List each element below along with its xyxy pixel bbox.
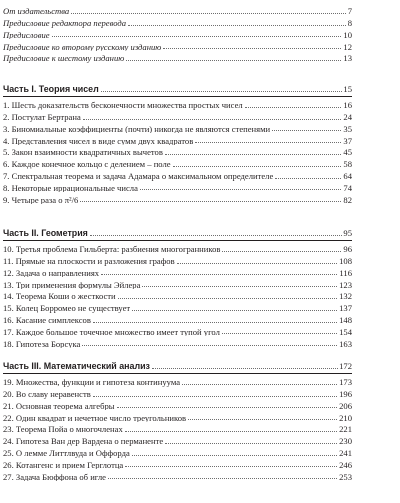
entry-title: 16. Касание симплексов	[3, 314, 91, 325]
toc-entry[interactable]	[3, 399, 352, 411]
entry-page: 163	[339, 338, 352, 349]
entry-page: 123	[339, 279, 352, 290]
toc-entry[interactable]	[3, 446, 352, 458]
dot-leader	[117, 407, 338, 408]
dot-leader	[132, 455, 337, 456]
entry-page: 246	[339, 459, 352, 470]
entry-title: 20. Во славу неравенств	[3, 389, 91, 399]
dot-leader	[71, 13, 346, 14]
part-title: Часть III. Математический анализ	[3, 360, 150, 371]
entry-page: 137	[339, 303, 352, 313]
dot-leader	[82, 345, 337, 346]
dot-leader	[90, 235, 343, 236]
entry-title: 8. Некоторые иррациональные числа	[3, 182, 138, 193]
part-heading[interactable]	[3, 224, 352, 238]
entry-page: 253	[339, 471, 352, 482]
entry-page: 45	[343, 147, 352, 157]
entry-page: 196	[339, 389, 352, 399]
entry-title: 12. Задача о направлениях	[3, 267, 100, 278]
entry-title: 9. Четыре раза о π²/6	[3, 194, 79, 205]
part-heading[interactable]	[3, 357, 352, 371]
dot-leader	[93, 396, 337, 397]
toc-entry[interactable]	[3, 277, 352, 289]
entry-page: 12	[343, 41, 352, 52]
dot-leader	[195, 142, 341, 143]
entry-page: 210	[339, 412, 352, 423]
entry-page: 241	[339, 447, 352, 458]
toc-entry[interactable]	[3, 387, 352, 399]
entry-page: 74	[343, 182, 352, 193]
entry-title: 4. Представления чисел в виде сумм двух квадратов	[3, 135, 194, 146]
entry-page: 8	[347, 18, 352, 28]
toc-entry[interactable]	[3, 181, 352, 193]
entry-page: 173	[339, 377, 352, 387]
dot-leader	[173, 166, 342, 167]
entry-page: 108	[339, 256, 352, 266]
entry-title: 10. Третья проблема Гильберта: разбиения многогранников	[3, 244, 221, 254]
entry-title: 15. Колец Борромео не существует	[3, 303, 131, 313]
dot-leader	[93, 322, 337, 323]
entry-page: 37	[343, 135, 352, 146]
toc-entry[interactable]	[3, 4, 352, 16]
toc-entry[interactable]	[3, 469, 352, 481]
entry-title: Предисловие	[3, 29, 50, 40]
entry-title: 21. Основная теорема алгебры	[3, 400, 115, 411]
dot-leader	[222, 251, 341, 252]
entry-page: 116	[339, 267, 352, 278]
entry-page: 154	[339, 326, 352, 337]
toc-entry[interactable]	[3, 110, 352, 122]
entry-title: 14. Теорема Коши о жесткости	[3, 291, 116, 301]
part-section	[3, 357, 352, 481]
toc-entry[interactable]	[3, 133, 352, 145]
entry-title: 7. Спектральная теорема и задача Адамара о максимальном определителе	[3, 170, 274, 181]
entry-page: 206	[339, 400, 352, 411]
entry-title: Предисловие ко второму русскому изданию	[3, 41, 162, 52]
dot-leader	[275, 178, 341, 179]
entry-page: 16	[343, 100, 352, 110]
dot-leader	[125, 466, 337, 467]
dot-leader	[163, 48, 341, 49]
entry-title: 1. Шесть доказательств бесконечности множества простых чисел	[3, 100, 243, 110]
part-heading[interactable]	[3, 80, 352, 94]
dot-leader	[101, 91, 343, 92]
entry-title: 19. Множества, функции и гипотеза континуума	[3, 377, 181, 387]
toc-entry[interactable]	[3, 28, 352, 40]
part-section	[3, 224, 352, 348]
dot-leader	[140, 189, 342, 190]
entry-page: 132	[339, 291, 352, 301]
toc-entry[interactable]	[3, 266, 352, 278]
dot-leader	[126, 60, 341, 61]
entry-page: 7	[347, 6, 352, 16]
dot-leader	[118, 298, 337, 299]
toc-entry[interactable]	[3, 325, 352, 337]
part-page: 172	[339, 360, 352, 371]
dot-leader	[152, 368, 338, 369]
toc-entry[interactable]	[3, 289, 352, 301]
entry-title: Предисловие редактора перевода	[3, 18, 127, 28]
entry-title: 18. Гипотеза Борсука	[3, 338, 81, 349]
dot-leader	[165, 443, 337, 444]
dot-leader	[101, 274, 337, 275]
entry-page: 230	[339, 436, 352, 446]
dot-leader	[272, 130, 341, 131]
dot-leader	[177, 263, 337, 264]
toc-entry[interactable]	[3, 122, 352, 134]
dot-leader	[80, 201, 341, 202]
toc-entry[interactable]	[3, 16, 352, 28]
toc-entry[interactable]	[3, 254, 352, 266]
toc-entry[interactable]	[3, 336, 352, 348]
entry-title: 25. О лемме Литтлвуда и Оффорда	[3, 447, 130, 458]
toc-entry[interactable]	[3, 145, 352, 157]
toc-entry[interactable]	[3, 410, 352, 422]
entry-title: 22. Один квадрат и нечетное число треугольников	[3, 412, 187, 423]
toc-entry[interactable]	[3, 169, 352, 181]
dot-leader	[222, 333, 337, 334]
dot-leader	[108, 478, 337, 479]
part-page: 95	[343, 227, 352, 238]
dot-leader	[188, 419, 337, 420]
entry-page: 35	[343, 123, 352, 134]
part-rule	[3, 240, 352, 241]
entry-title: 17. Каждое большое точечное множество имеет тупой угол	[3, 326, 220, 337]
dot-leader	[142, 286, 337, 287]
dot-leader	[83, 119, 342, 120]
entry-page: 96	[343, 244, 352, 254]
entry-title: 26. Котангенс и прием Герглотца	[3, 459, 124, 470]
entry-title: 6. Каждое конечное кольцо с делением – поле	[3, 159, 171, 169]
entry-page: 10	[343, 29, 352, 40]
entry-title: 11. Прямые на плоскости и разложения графов	[3, 256, 175, 266]
front-matter-list	[3, 4, 352, 63]
toc-entry[interactable]	[3, 51, 352, 63]
dot-leader	[128, 25, 346, 26]
dot-leader	[132, 310, 337, 311]
entry-page: 148	[339, 314, 352, 325]
entry-page: 221	[339, 424, 352, 434]
part-page: 15	[343, 83, 352, 94]
dot-leader	[165, 154, 342, 155]
entry-page: 64	[343, 170, 352, 181]
entry-page: 24	[343, 112, 352, 122]
entry-page: 13	[343, 53, 352, 63]
toc-entry[interactable]	[3, 301, 352, 313]
toc-entry[interactable]	[3, 98, 352, 110]
part-title: Часть II. Геометрия	[3, 227, 88, 238]
entry-title: Предисловие к шестому изданию	[3, 53, 125, 63]
part-rule	[3, 373, 352, 374]
toc-entry[interactable]	[3, 192, 352, 204]
part-title: Часть I. Теория чисел	[3, 83, 99, 94]
part-rule	[3, 96, 352, 97]
toc-entry[interactable]	[3, 157, 352, 169]
entry-title: От издательства	[3, 6, 70, 16]
toc-entry[interactable]	[3, 375, 352, 387]
toc-entry[interactable]	[3, 39, 352, 51]
entry-title: 24. Гипотеза Ван дер Вардена о перманенте	[3, 436, 164, 446]
toc-entry[interactable]	[3, 434, 352, 446]
toc-entry[interactable]	[3, 422, 352, 434]
toc-entry[interactable]	[3, 458, 352, 470]
dot-leader	[125, 431, 337, 432]
dot-leader	[182, 384, 337, 385]
toc-entry[interactable]	[3, 242, 352, 254]
entry-title: 13. Три применения формулы Эйлера	[3, 279, 141, 290]
dot-leader	[245, 107, 342, 108]
entry-page: 82	[343, 194, 352, 205]
entry-page: 58	[343, 159, 352, 169]
toc-entry[interactable]	[3, 313, 352, 325]
entry-title: 3. Биномиальные коэффициенты (почти) никогда не являются степенями	[3, 123, 271, 134]
entry-title: 5. Закон взаимности квадратичных вычетов	[3, 147, 163, 157]
entry-title: 2. Постулат Бертрана	[3, 112, 81, 122]
part-section	[3, 80, 352, 204]
entry-title: 23. Теорема Пойа о многочленах	[3, 424, 123, 434]
entry-title: 27. Задача Бюффона об игле	[3, 471, 106, 482]
dot-leader	[52, 36, 342, 37]
